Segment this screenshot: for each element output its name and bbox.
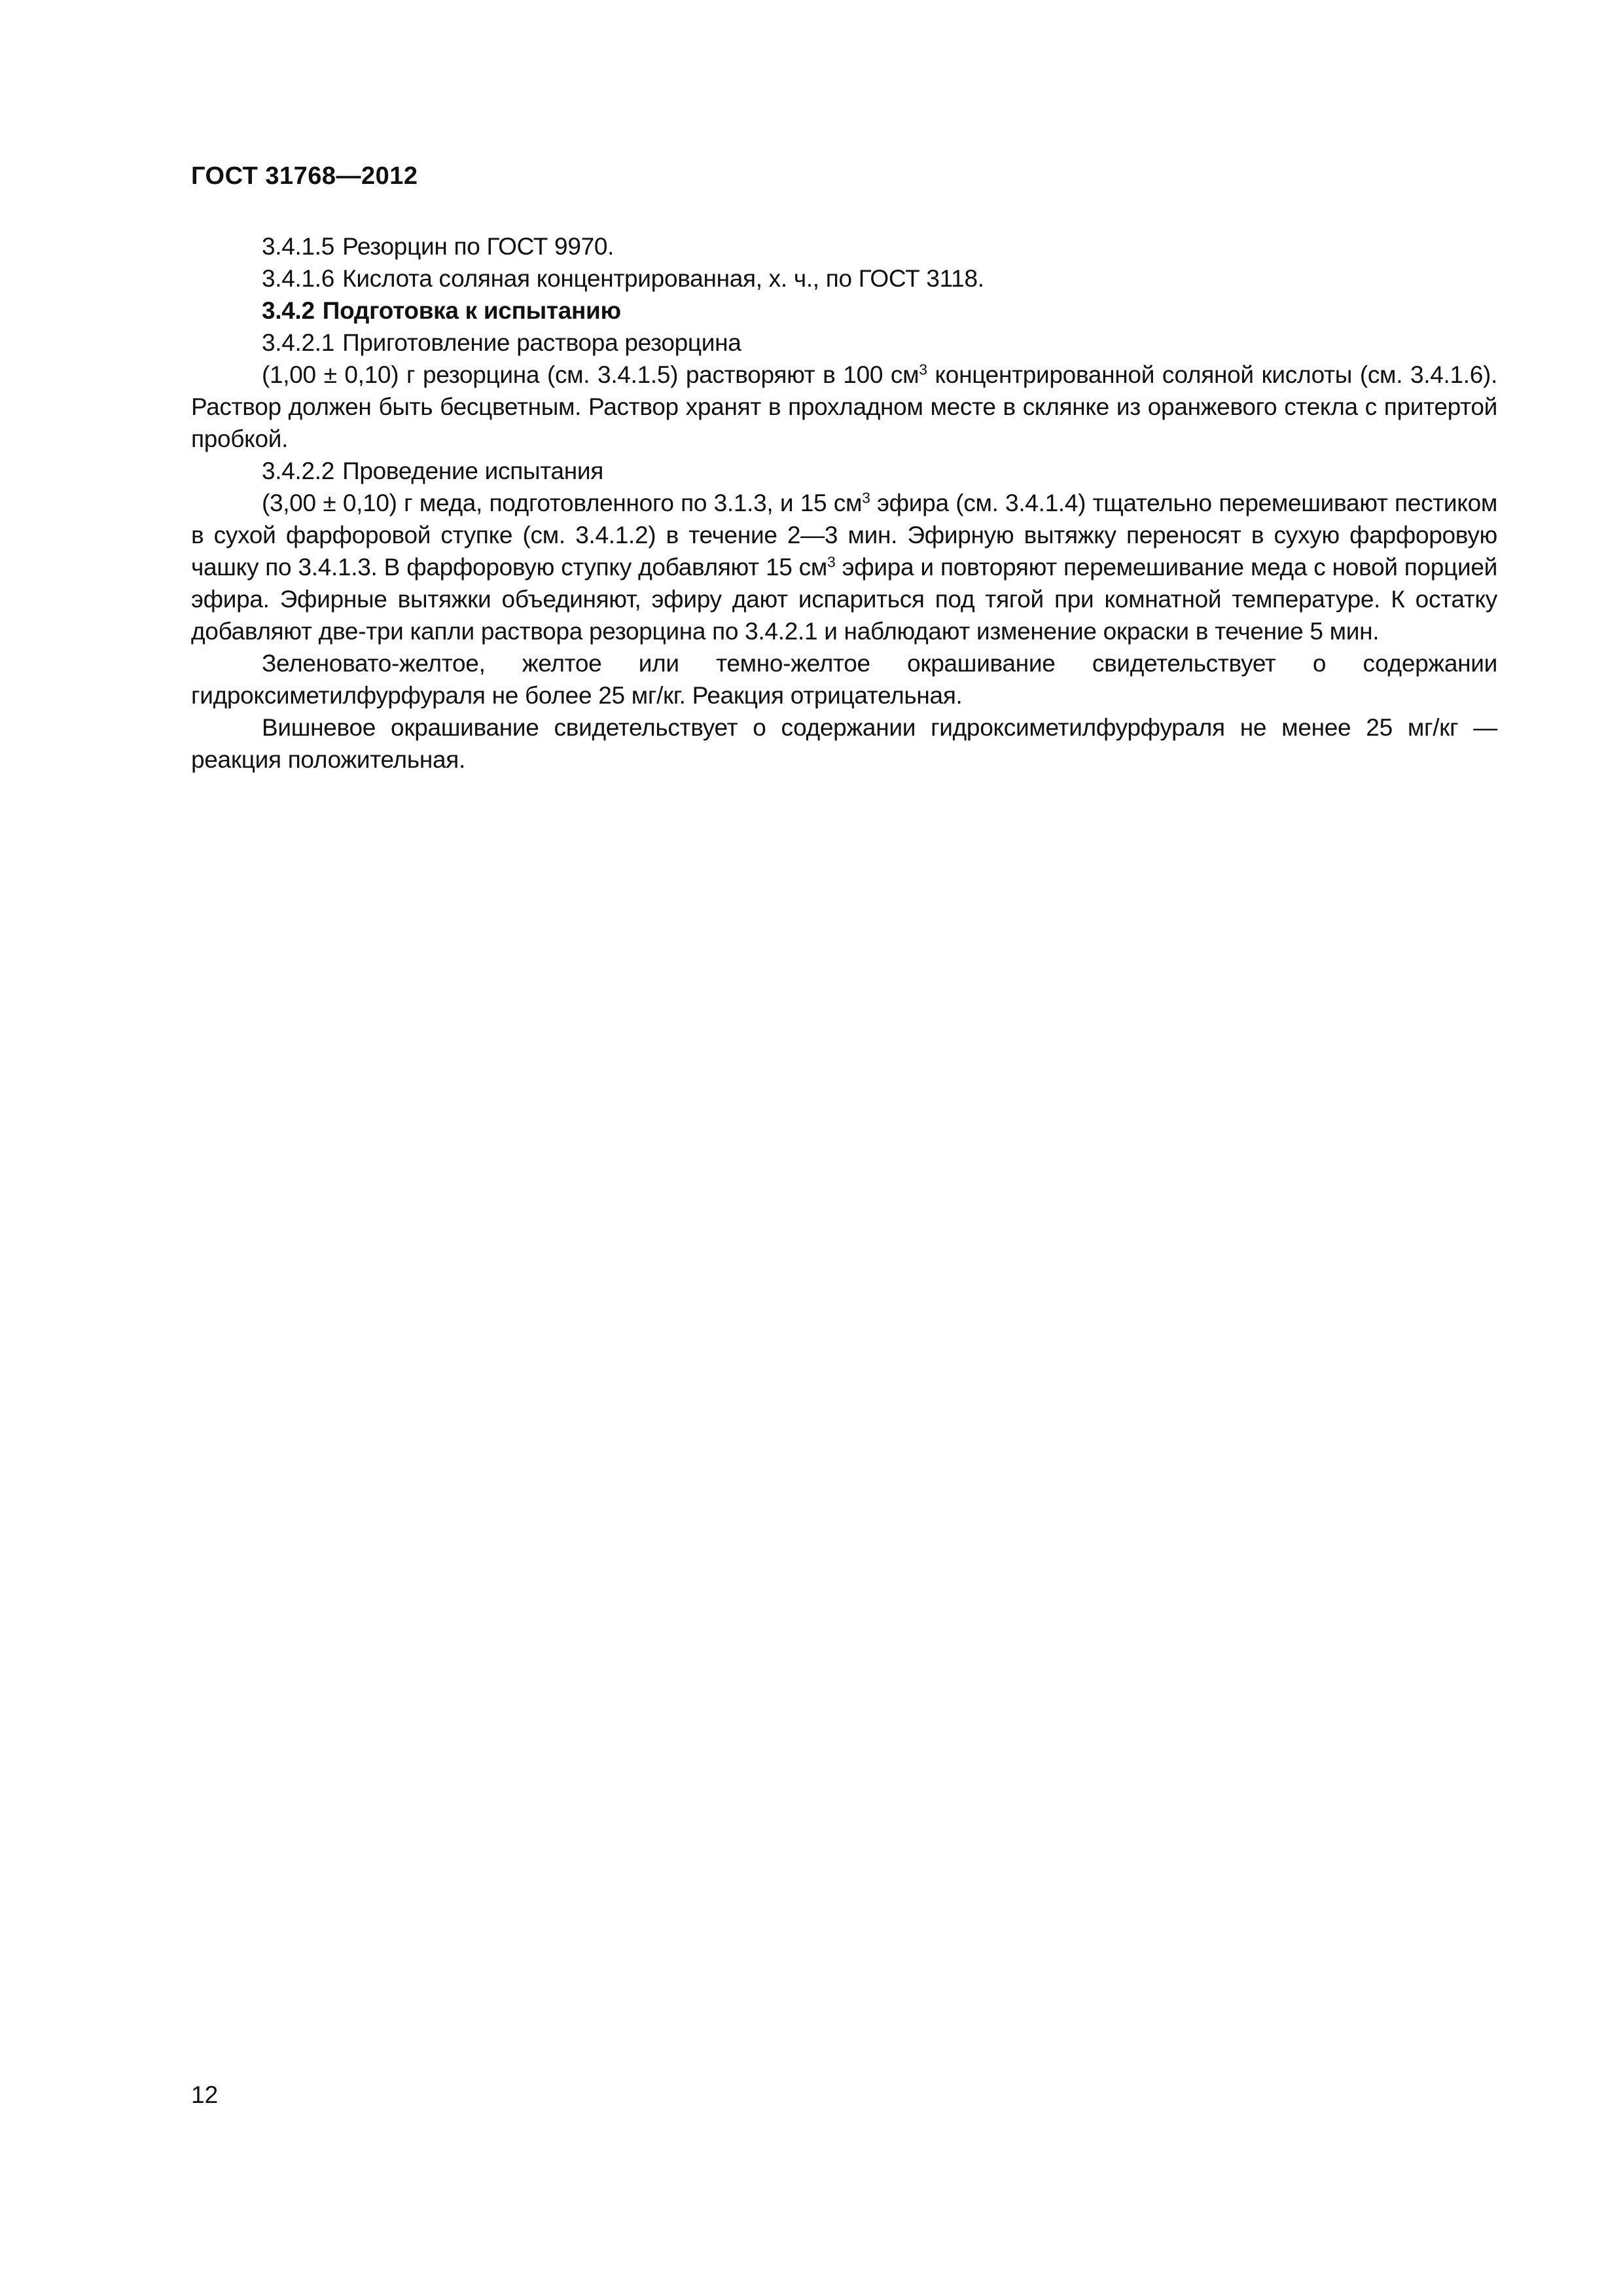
clause-number: 3.4.1.6 [262,265,335,292]
paragraph-text: Вишневое окрашивание свидетельствует о содержании гидроксиметилфурфураля не менее 25 мг/кг — реакция положительная. [191,714,1497,773]
paragraph-text: (3,00 ± 0,10) г меда, подготовленного по 3.1.3, и 15 см [262,490,863,516]
superscript: 3 [862,489,870,507]
paragraph-test-procedure [191,487,1497,647]
clause-text: Проведение испытания [342,457,603,484]
paragraph-text: (1,00 ± 0,10) г резорцина (см. 3.4.1.5) растворяют в 100 см [262,361,919,388]
clause-number: 3.4.2.1 [262,329,335,356]
page-number: 12 [191,2081,219,2108]
superscript: 3 [919,361,927,378]
paragraph-text: эфира (см. 3.4.1.4) тщательно перемешивают пестиком в сухой фарфоровой ступке (см. 3.4.1.2) в течение 2—3 мин. Эфирную вытяжку переносят в сухую фарфоровую чашку по 3.4.1.3. В фарфоровую ступку добавляют 15 см [191,490,1497,581]
paragraph-text: Зеленовато-желтое, желтое или темно-желтое окрашивание свидетельствует о содержании гидроксиметилфурфураля не более 25 мг/кг. Реакция отрицательная. [191,650,1497,709]
clause-text: Резорцин по ГОСТ 9970. [342,233,615,260]
superscript: 3 [827,553,836,571]
section-number: 3.4.2 [262,297,315,324]
section-heading-3-4-2 [191,295,1497,327]
clause-3-4-2-1 [191,327,1497,359]
clause-text: Кислота соляная концентрированная, х. ч., по ГОСТ 3118. [342,265,984,292]
clause-3-4-1-6 [191,262,1497,295]
document-body [191,230,1497,776]
clause-3-4-1-5 [191,230,1497,262]
section-title: Подготовка к испытанию [322,297,621,324]
paragraph-text: концентрированной соляной кислоты (см. 3.4.1.6). Раствор должен быть бесцветным. Раствор хранят в прохладном месте в склянке из оранжевого стекла с притертой пробкой. [191,361,1497,452]
paragraph-text: эфира и повторяют перемешивание меда с новой порцией эфира. Эфирные вытяжки объединяют, эфиру дают испариться под тягой при комнатной температуре. К остатку добавляют две-три капли раствора резорцина по 3.4.2.1 и наблюдают изменение окраски в течение 5 мин. [191,554,1497,645]
clause-text: Приготовление раствора резорцина [342,329,741,356]
paragraph-positive-result [191,711,1497,776]
clause-number: 3.4.1.5 [262,233,335,260]
clause-number: 3.4.2.2 [262,457,335,484]
paragraph-resorcinol-solution [191,359,1497,455]
clause-3-4-2-2 [191,455,1497,487]
paragraph-negative-result [191,647,1497,711]
document-header: ГОСТ 31768—2012 [191,162,418,190]
